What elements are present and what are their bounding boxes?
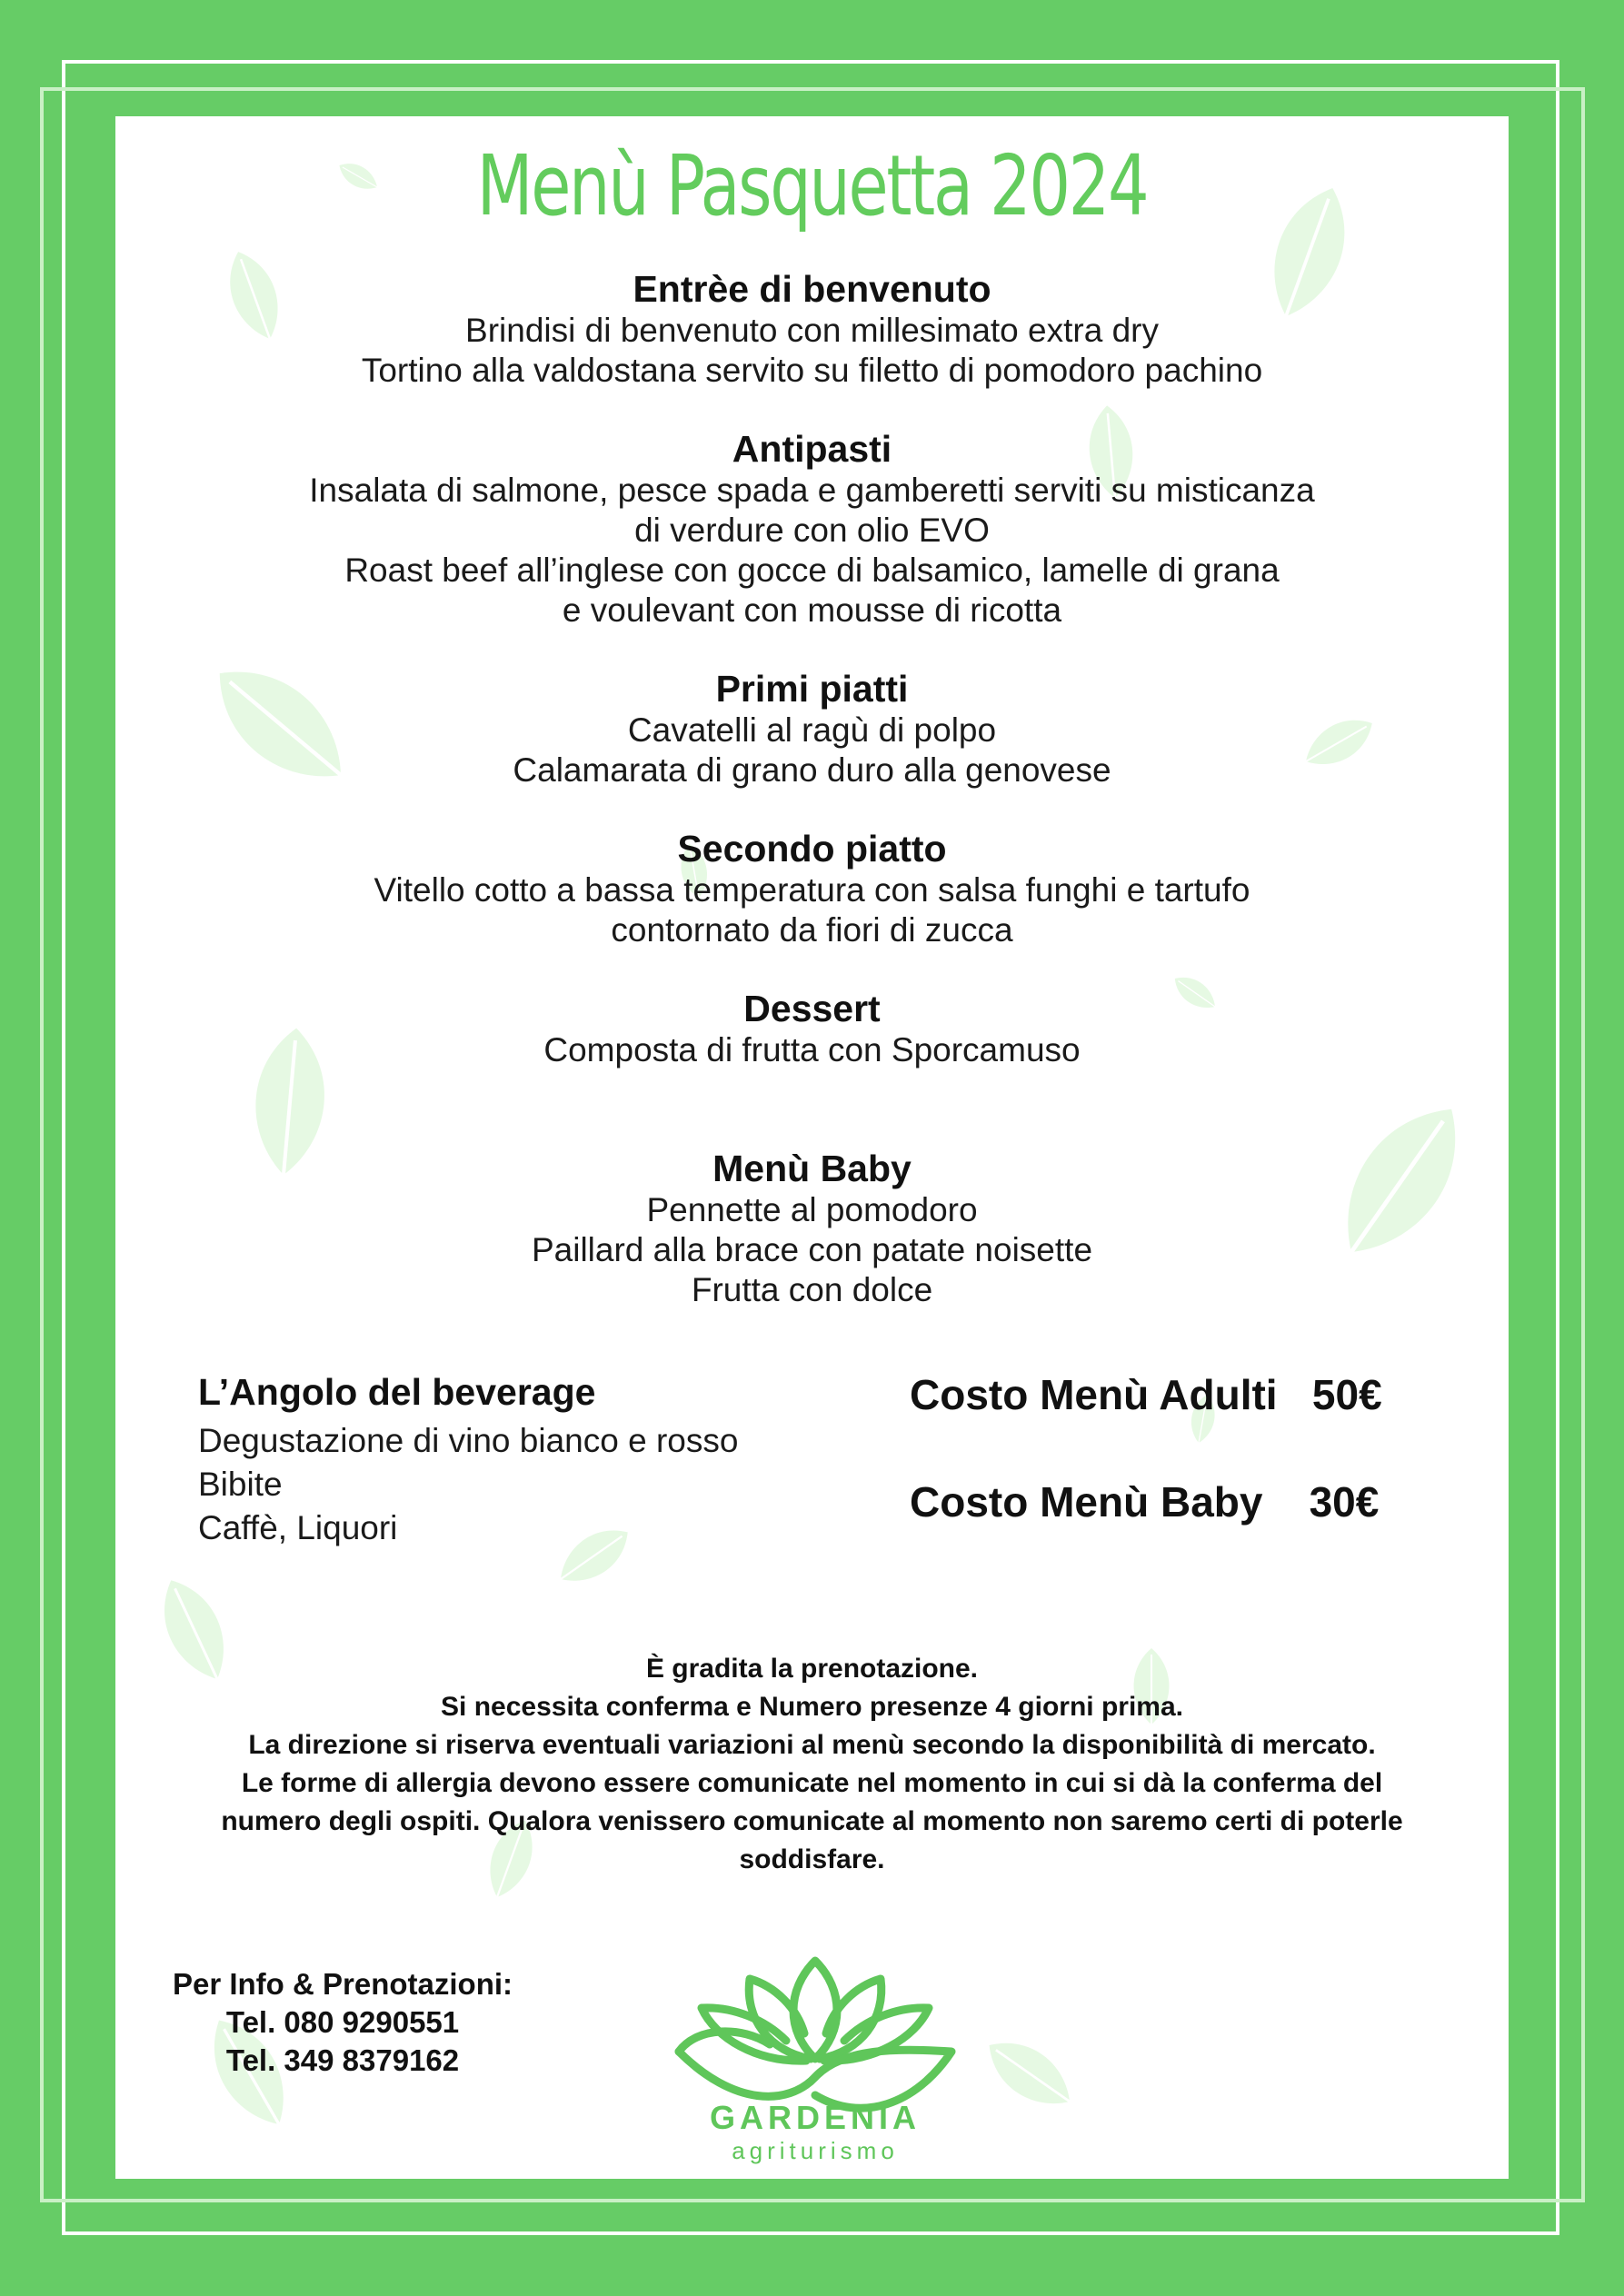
- menu-line: e voulevant con mousse di ricotta: [562, 591, 1062, 629]
- menu-panel: [115, 116, 1509, 2179]
- menu-line: Roast beef all’inglese con gocce di balsamico, lamelle di grana: [344, 552, 1280, 589]
- menu-line: Composta di frutta con Sporcamuso: [543, 1031, 1081, 1068]
- menu-title: Menù Pasquetta 2024: [476, 137, 1148, 234]
- section-heading: Entrèe di benvenuto: [633, 268, 991, 310]
- section-primi: [115, 667, 1509, 790]
- contact-info: [170, 1965, 515, 2080]
- menu-line: Cavatelli al ragù di polpo: [627, 711, 997, 749]
- note-line: Si necessita conferma e Numero presenze 4 giorni prima.: [441, 1692, 1183, 1722]
- menu-line: Paillard alla brace con patate noisette: [531, 1231, 1093, 1268]
- brand-subtitle: agriturismo: [732, 2137, 899, 2164]
- menu-line: di verdure con olio EVO: [634, 512, 990, 549]
- menu-line: Frutta con dolce: [691, 1271, 933, 1308]
- section-heading: Primi piatti: [715, 668, 909, 710]
- brand-block: [670, 2099, 961, 2164]
- menu-line: Brindisi di benvenuto con millesimato extra dry: [465, 312, 1159, 349]
- booking-notes: [143, 1650, 1481, 1879]
- section-dessert: [115, 987, 1509, 1070]
- beverage-line: Degustazione di vino bianco e rosso: [198, 1422, 739, 1459]
- section-heading: Dessert: [743, 988, 881, 1029]
- section-secondo: [115, 827, 1509, 950]
- section-antipasti: [115, 427, 1509, 631]
- beverage-block: [198, 1370, 834, 1550]
- beverage-line: Caffè, Liquori: [198, 1509, 398, 1546]
- section-heading: Secondo piatto: [677, 828, 947, 870]
- phone-number[interactable]: Tel. 349 8379162: [225, 2043, 460, 2077]
- beverage-heading: L’Angolo del beverage: [198, 1371, 596, 1413]
- menu-content: [115, 116, 1509, 2179]
- beverage-line: Bibite: [198, 1466, 283, 1503]
- price-adult: Costo Menù Adulti 50€: [910, 1371, 1382, 1418]
- note-line: Le forme di allergia devono essere comunicate nel momento in cui si dà la conferma del: [241, 1768, 1383, 1798]
- menu-line: Calamarata di grano duro alla genovese: [513, 751, 1111, 789]
- phone-number[interactable]: Tel. 080 9290551: [225, 2005, 460, 2039]
- price-baby: Costo Menù Baby 30€: [910, 1478, 1380, 1526]
- section-entree: [115, 267, 1509, 391]
- note-line: numero degli ospiti. Qualora venissero comunicate al momento non saremo certi di poterle: [221, 1806, 1403, 1836]
- brand-name: GARDENIA: [709, 2099, 921, 2136]
- menu-line: Pennette al pomodoro: [646, 1191, 978, 1228]
- menu-line: Tortino alla valdostana servito su filetto di pomodoro pachino: [361, 352, 1263, 389]
- contact-heading: Per Info & Prenotazioni:: [172, 1967, 513, 2001]
- menu-line: Vitello cotto a bassa temperatura con salsa funghi e tartufo: [374, 871, 1250, 909]
- note-line: È gradita la prenotazione.: [645, 1654, 979, 1684]
- note-line: soddisfare.: [739, 1844, 885, 1874]
- section-heading: Menù Baby: [712, 1148, 912, 1189]
- section-heading: Antipasti: [732, 428, 892, 470]
- menu-line: Insalata di salmone, pesce spada e gamberetti serviti su misticanza: [309, 472, 1315, 509]
- note-line: La direzione si riserva eventuali variazioni al menù secondo la disponibilità di mercato.: [248, 1730, 1376, 1760]
- section-baby: [115, 1147, 1509, 1310]
- menu-line: contornato da fiori di zucca: [611, 911, 1013, 949]
